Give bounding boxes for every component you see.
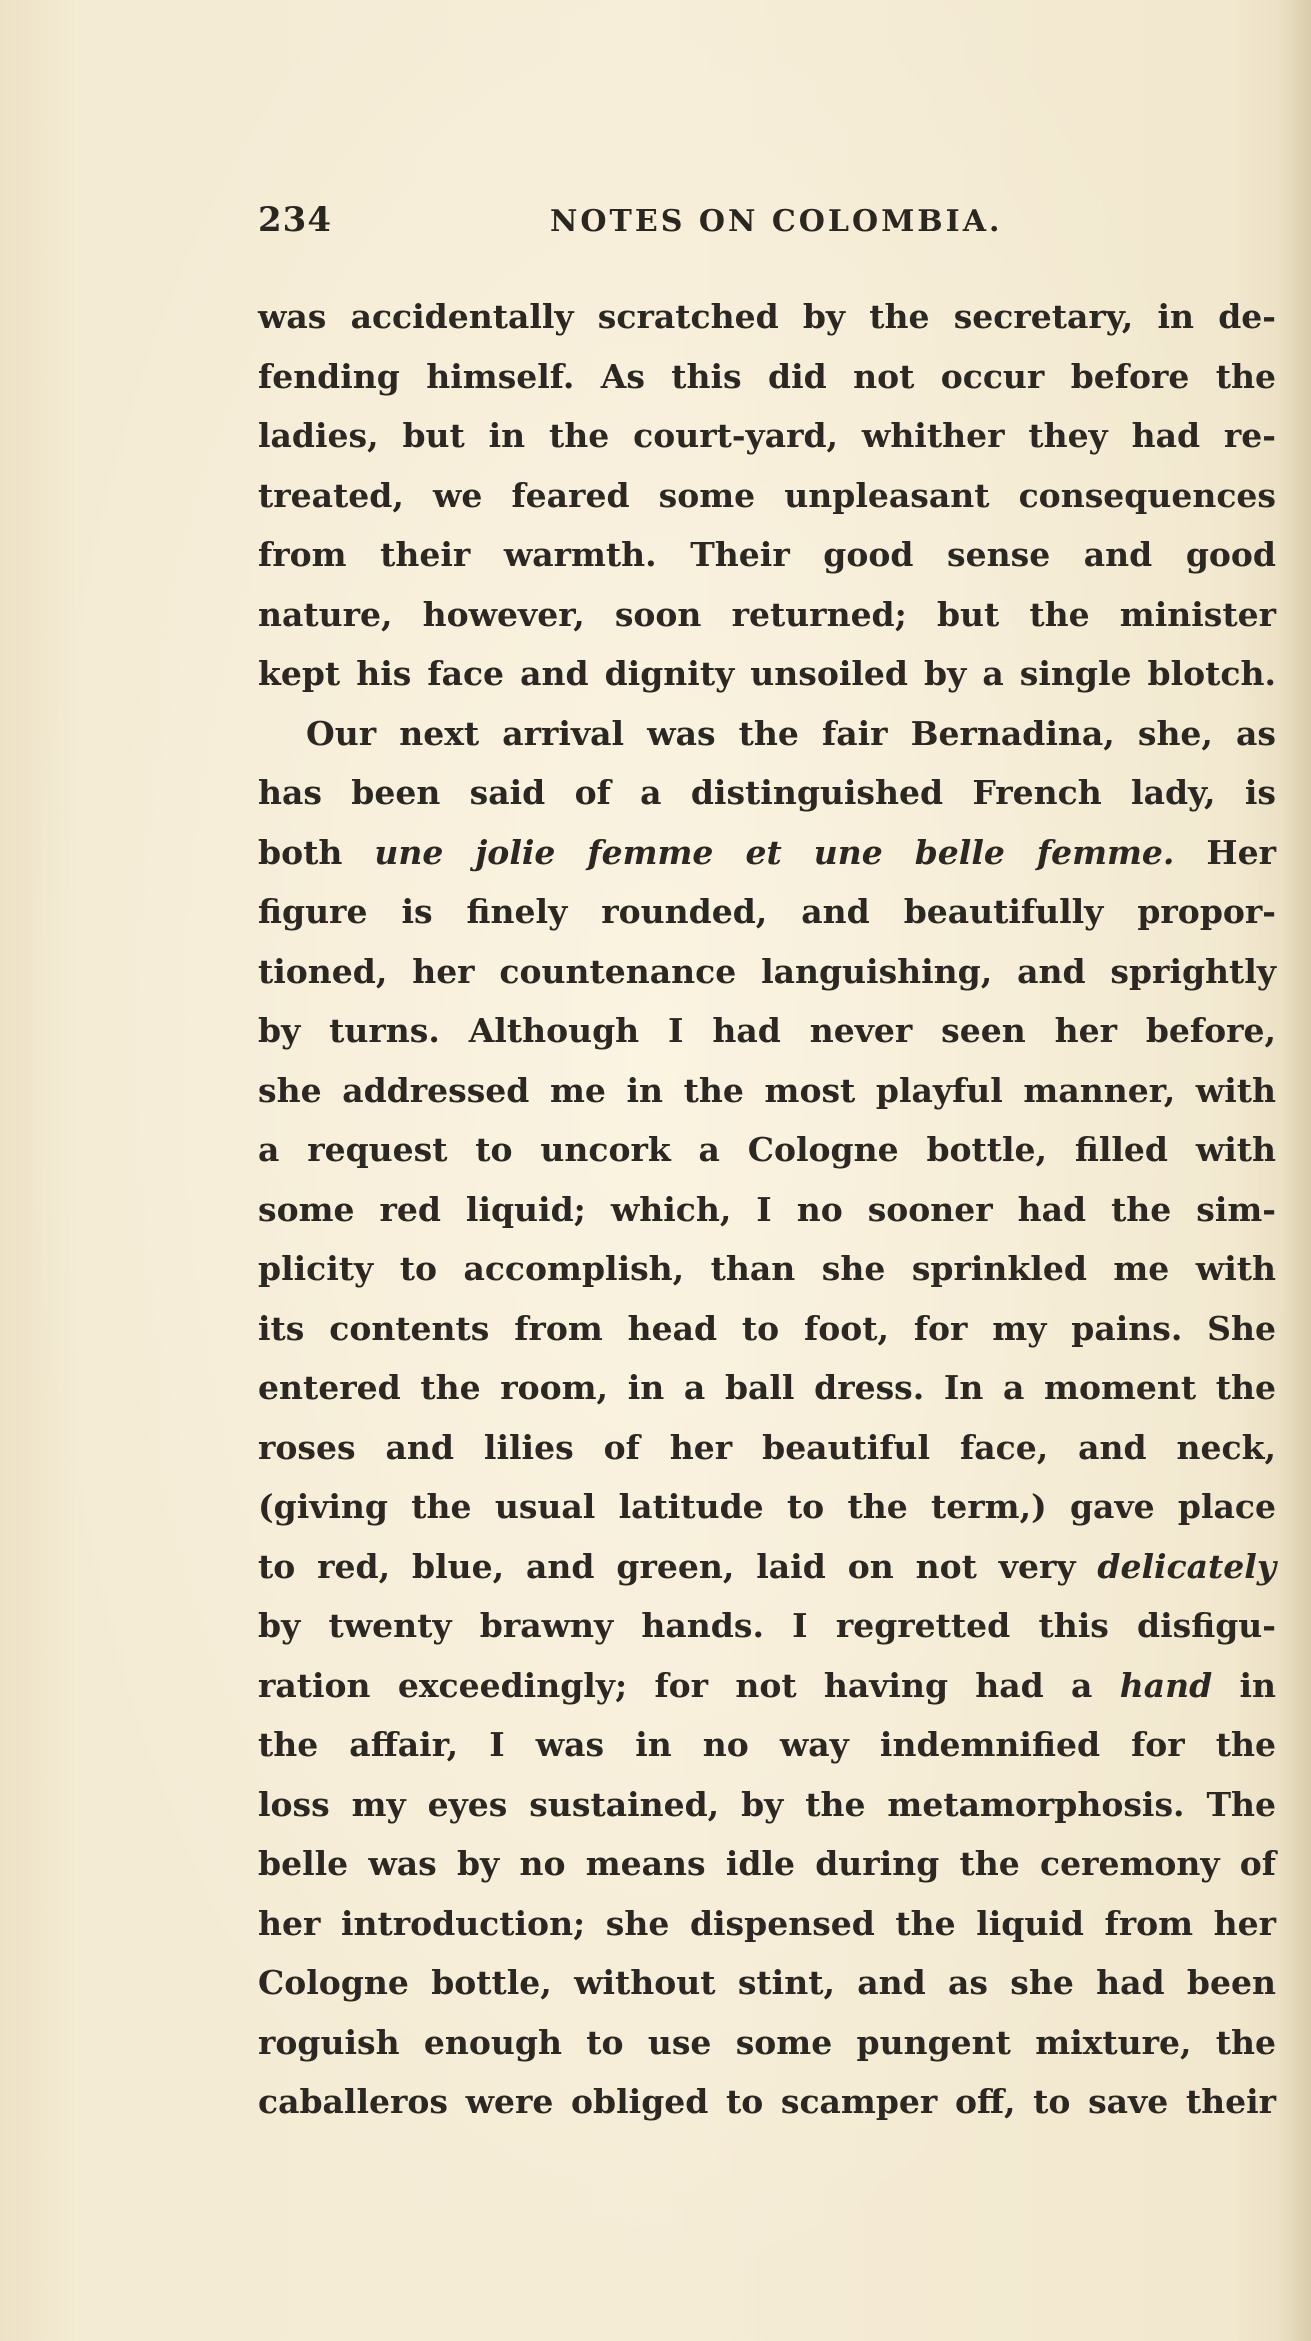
page-header [258, 200, 1278, 260]
running-head: NOTES ON COLOMBIA. [550, 204, 1003, 239]
text-line: she addressed me in the most playful manner, with [258, 1070, 1276, 1110]
body-text [258, 287, 1276, 2132]
text-line: its contents from head to foot, for my pains. She [258, 1308, 1276, 1348]
italic-word: hand [1119, 1665, 1213, 1705]
text-line: was accidentally scratched by the secretary, in de- [258, 297, 1276, 336]
text-line: treated, we feared some unpleasant consequences [258, 475, 1276, 515]
text-line: tioned, her countenance languishing, and sprightly [258, 951, 1276, 991]
page-edge-shadow [1281, 0, 1311, 2341]
text-line: caballeros were obliged to scamper off, to save their [258, 2082, 1276, 2121]
text-line: ration exceedingly; for not having had a hand in [258, 1665, 1276, 1705]
text-line: nature, however, soon returned; but the minister [258, 594, 1276, 634]
text-line: plicity to accomplish, than she sprinkled me with [258, 1249, 1276, 1288]
text-line: loss my eyes sustained, by the metamorphosis. The [258, 1784, 1276, 1824]
text-line: a request to uncork a Cologne bottle, filled with [258, 1130, 1276, 1169]
text-line: her introduction; she dispensed the liquid from her [258, 1903, 1276, 1943]
text-line: roses and lilies of her beautiful face, and neck, [258, 1427, 1276, 1467]
text-line: fending himself. As this did not occur before the [258, 356, 1276, 396]
page-number: 234 [258, 200, 332, 240]
text-line: ladies, but in the court-yard, whither they had re- [258, 416, 1276, 455]
text-line: roguish enough to use some pungent mixture, the [258, 2022, 1276, 2062]
text-line: Cologne bottle, without stint, and as she had been [258, 1963, 1276, 2002]
text-line: has been said of a distinguished French lady, is [258, 773, 1276, 812]
text-line: belle was by no means idle during the ceremony of [258, 1844, 1276, 1883]
text-line: kept his face and dignity unsoiled by a single blotch. [258, 654, 1276, 693]
text-line: the affair, I was in no way indemnified for the [258, 1725, 1276, 1764]
text-line: some red liquid; which, I no sooner had the sim- [258, 1189, 1276, 1229]
text-line: from their warmth. Their good sense and good [258, 535, 1276, 574]
italic-word: delicately [1097, 1546, 1276, 1586]
text-line: (giving the usual latitude to the term,) gave place [258, 1487, 1276, 1526]
text-line: by twenty brawny hands. I regretted this disfigu- [258, 1606, 1276, 1645]
text-line: both une jolie femme et une belle femme. Her [258, 832, 1276, 872]
italic-phrase: une jolie femme et une belle femme. [374, 832, 1175, 872]
text-line: by turns. Although I had never seen her before, [258, 1011, 1276, 1050]
text-line: to red, blue, and green, laid on not very delicately [258, 1546, 1276, 1586]
paragraph-first-line: Our next arrival was the fair Bernadina, she, as [306, 713, 1276, 753]
text-line: figure is finely rounded, and beautifully propor- [258, 892, 1276, 931]
text-line: entered the room, in a ball dress. In a moment the [258, 1368, 1276, 1407]
